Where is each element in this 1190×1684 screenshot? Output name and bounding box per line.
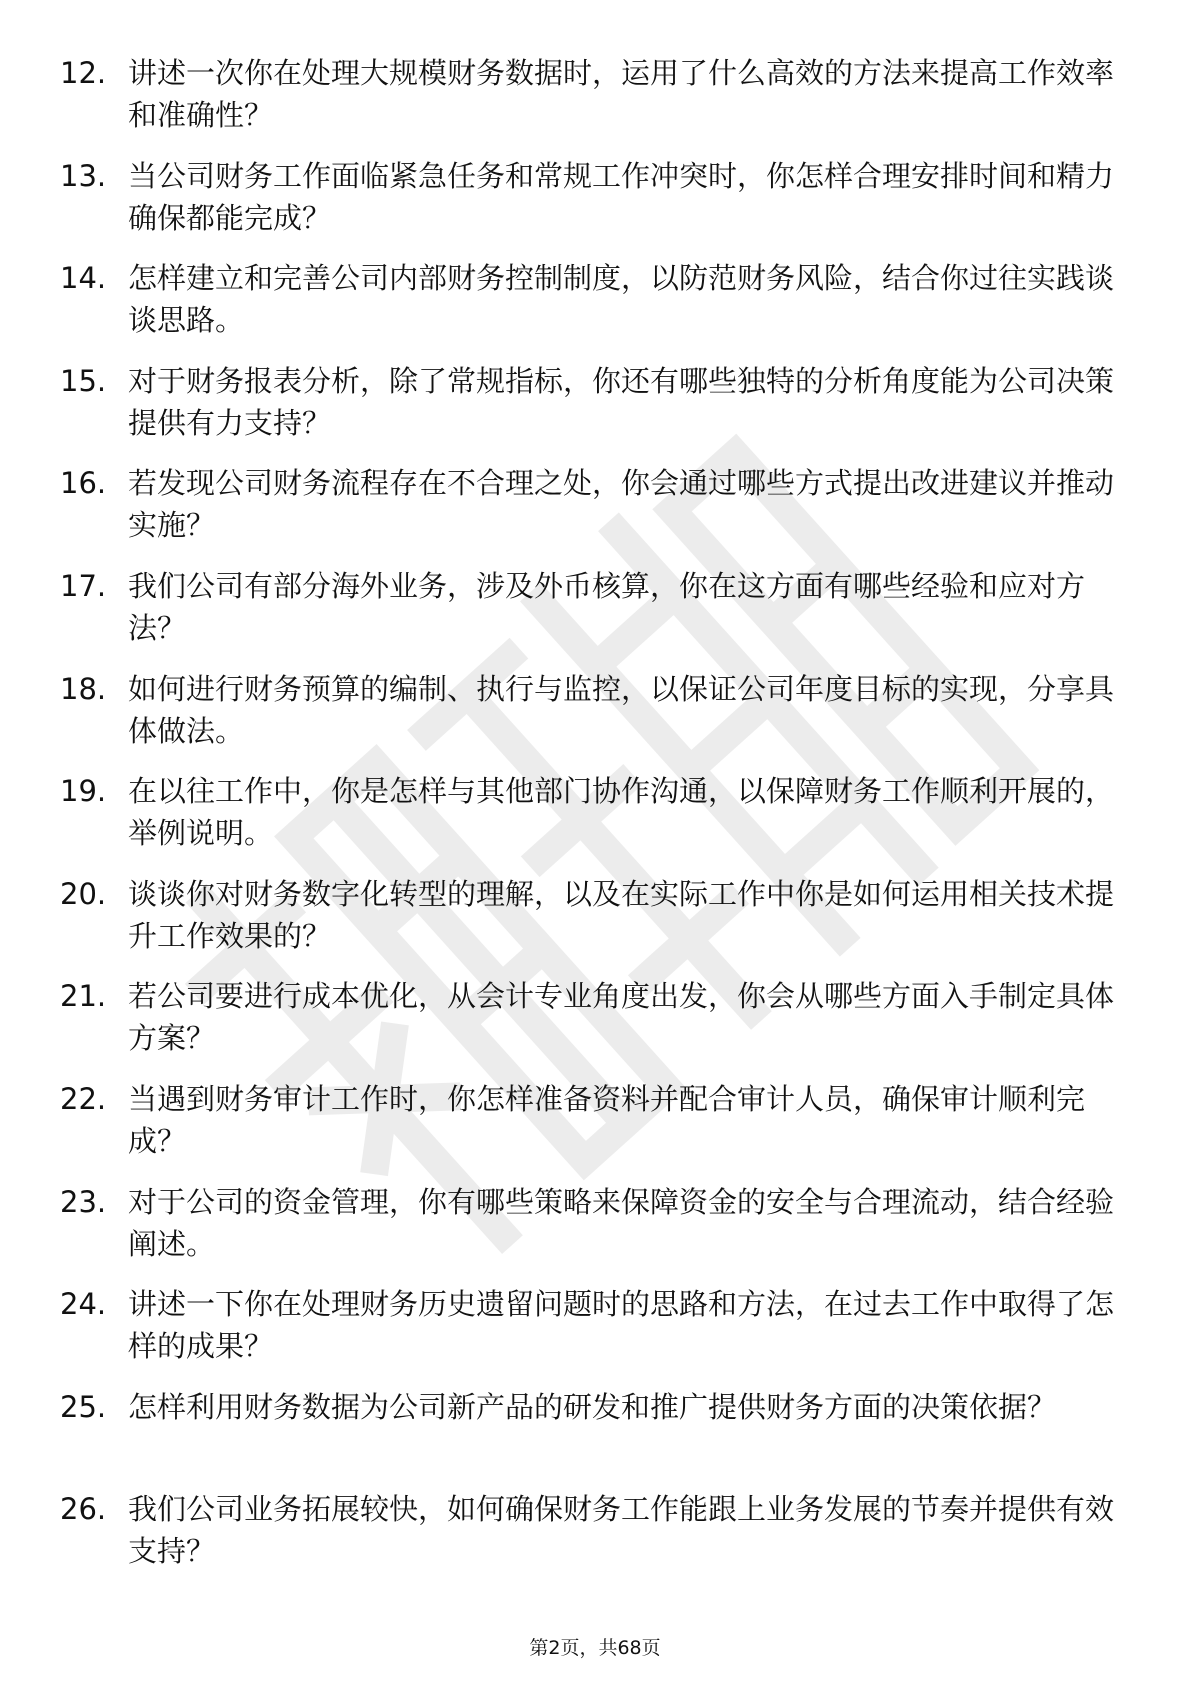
- question-number: 22.: [60, 1081, 107, 1116]
- question-item-16: [60, 462, 1120, 565]
- question-text: 当公司财务工作面临紧急任务和常规工作冲突时，你怎样合理安排时间和精力确保都能完成？: [128, 158, 1115, 235]
- question-text: 如何进行财务预算的编制、执行与监控，以保证公司年度目标的实现，分享具体做法。: [128, 671, 1115, 748]
- question-item-15: [60, 360, 1120, 463]
- question-item-23: [60, 1181, 1120, 1284]
- question-number: 21.: [60, 979, 107, 1014]
- question-number: 15.: [60, 363, 107, 398]
- question-text: 讲述一次你在处理大规模财务数据时，运用了什么高效的方法来提高工作效率和准确性？: [128, 56, 1115, 132]
- question-text: 怎样利用财务数据为公司新产品的研发和推广提供财务方面的决策依据？: [128, 1389, 1057, 1424]
- interview-question-list: [60, 52, 1120, 1591]
- question-item-18: [60, 668, 1120, 771]
- question-number: 26.: [60, 1492, 107, 1527]
- question-number: 24.: [60, 1287, 107, 1322]
- question-text: 我们公司业务拓展较快，如何确保财务工作能跟上业务发展的节奏并提供有效支持？: [128, 1492, 1115, 1569]
- question-number: 23.: [60, 1184, 107, 1219]
- question-number: 19.: [60, 774, 107, 809]
- question-item-20: [60, 873, 1120, 976]
- question-item-19: [60, 770, 1120, 873]
- question-item-13: [60, 155, 1120, 258]
- question-text: 怎样建立和完善公司内部财务控制制度，以防范财务风险，结合你过往实践谈谈思路。: [128, 261, 1115, 338]
- question-text: 我们公司有部分海外业务，涉及外币核算，你在这方面有哪些经验和应对方法？: [128, 568, 1086, 645]
- question-number: 12.: [60, 56, 107, 90]
- page-number-text: 第2页，共68页: [529, 1637, 661, 1659]
- question-item-25: [60, 1386, 1120, 1489]
- question-text: 若公司要进行成本优化，从会计专业角度出发，你会从哪些方面入手制定具体方案？: [128, 979, 1115, 1056]
- question-text: 对于财务报表分析，除了常规指标，你还有哪些独特的分析角度能为公司决策提供有力支持？: [128, 363, 1115, 440]
- question-text: 讲述一下你在处理财务历史遗留问题时的思路和方法，在过去工作中取得了怎样的成果？: [128, 1287, 1115, 1364]
- question-number: 14.: [60, 261, 107, 296]
- question-number: 18.: [60, 671, 107, 706]
- question-item-14: [60, 257, 1120, 360]
- question-number: 17.: [60, 568, 107, 603]
- question-text: 当遇到财务审计工作时，你怎样准备资料并配合审计人员，确保审计顺利完成？: [128, 1081, 1086, 1158]
- question-item-24: [60, 1283, 1120, 1386]
- question-text: 对于公司的资金管理，你有哪些策略来保障资金的安全与合理流动，结合经验阐述。: [128, 1184, 1115, 1261]
- question-text: 若发现公司财务流程存在不合理之处，你会通过哪些方式提出改进建议并推动实施？: [128, 466, 1115, 543]
- question-number: 16.: [60, 466, 107, 501]
- question-number: 13.: [60, 158, 107, 193]
- question-item-12: [60, 52, 1120, 155]
- question-text: 在以往工作中，你是怎样与其他部门协作沟通，以保障财务工作顺利开展的，举例说明。: [128, 774, 1115, 851]
- question-item-17: [60, 565, 1120, 668]
- page-footer: [0, 1636, 1190, 1660]
- question-item-26: [60, 1488, 1120, 1591]
- question-number: 20.: [60, 876, 107, 911]
- question-text: 谈谈你对财务数字化转型的理解，以及在实际工作中你是如何运用相关技术提升工作效果的？: [128, 876, 1115, 953]
- question-item-22: [60, 1078, 1120, 1181]
- question-number: 25.: [60, 1389, 107, 1424]
- question-item-21: [60, 975, 1120, 1078]
